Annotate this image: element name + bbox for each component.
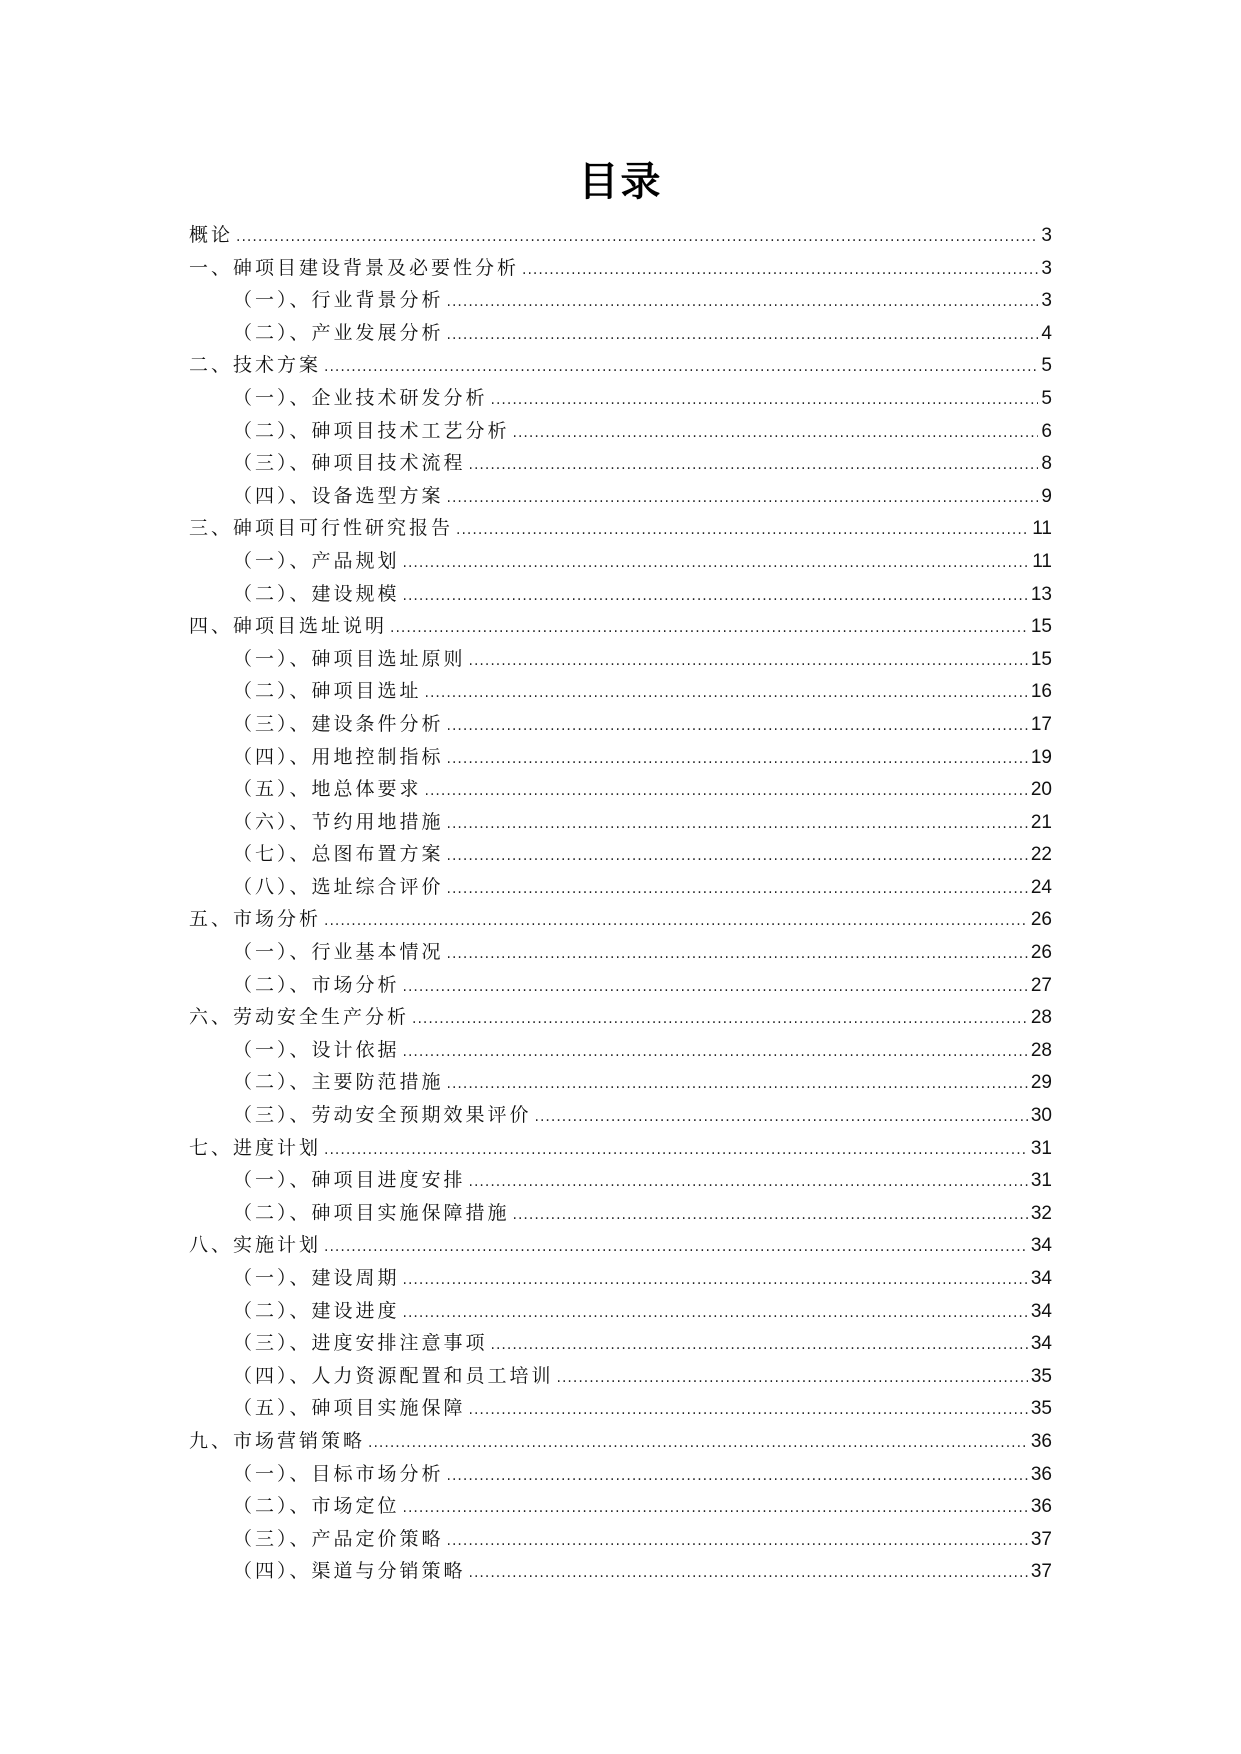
toc-subsection-entry[interactable] [189, 447, 1052, 480]
toc-dot-leader [324, 1231, 1028, 1264]
toc-page-number: 30 [1030, 1105, 1052, 1127]
toc-section-entry[interactable] [189, 610, 1052, 643]
toc-dot-leader [324, 905, 1028, 938]
toc-entry-title: （三）、建设条件分析 [233, 712, 444, 735]
toc-subsection-entry[interactable] [189, 578, 1052, 611]
toc-subsection-entry[interactable] [189, 1327, 1052, 1360]
toc-page-number: 34 [1030, 1235, 1052, 1257]
toc-page-number: 36 [1030, 1463, 1052, 1485]
toc-dot-leader [403, 580, 1028, 613]
toc-entry-title: （二）、建设进度 [233, 1299, 400, 1322]
toc-entry-title: 概论 [189, 224, 234, 246]
toc-entry-title: （五）、地总体要求 [233, 778, 422, 801]
toc-dot-leader [425, 775, 1028, 808]
toc-dot-leader [469, 449, 1039, 482]
toc-page-number: 36 [1030, 1496, 1052, 1518]
toc-page-number: 17 [1030, 713, 1052, 735]
toc-page-number: 26 [1030, 909, 1052, 931]
toc-dot-leader [447, 743, 1028, 776]
toc-page-number: 5 [1041, 387, 1052, 409]
toc-page-number: 34 [1030, 1333, 1052, 1355]
toc-section-entry[interactable] [189, 1425, 1052, 1458]
toc-page-number: 4 [1041, 322, 1052, 344]
toc-entry-title: （一）、砷项目进度安排 [233, 1169, 466, 1192]
toc-entry-title: （一）、产品规划 [233, 549, 400, 572]
toc-dot-leader [447, 286, 1039, 319]
toc-entry-title: （一）、建设周期 [233, 1267, 400, 1289]
toc-page-number: 19 [1030, 746, 1052, 768]
page-title: 目录 [578, 159, 663, 205]
toc-subsection-entry[interactable] [189, 708, 1052, 741]
toc-section-entry[interactable] [189, 349, 1052, 382]
toc-dot-leader [447, 319, 1039, 352]
toc-page-number: 13 [1030, 583, 1052, 605]
toc-entry-title: （七）、总图布置方案 [233, 843, 444, 866]
toc-entry-title: 一、砷项目建设背景及必要性分析 [189, 256, 520, 279]
toc-entry-title: （八）、选址综合评价 [233, 875, 444, 898]
toc-dot-leader [491, 384, 1039, 417]
toc-subsection-entry[interactable] [189, 1066, 1052, 1099]
toc-dot-leader [403, 1036, 1028, 1069]
toc-dot-leader [469, 645, 1028, 678]
toc-subsection-entry[interactable] [189, 936, 1052, 969]
toc-dot-leader [513, 1199, 1028, 1232]
toc-page-number: 28 [1030, 1039, 1052, 1061]
toc-page-number: 16 [1030, 681, 1052, 703]
toc-entry-title: 五、市场分析 [189, 908, 322, 931]
toc-subsection-entry[interactable] [189, 1197, 1052, 1230]
toc-subsection-entry[interactable] [189, 1262, 1052, 1295]
toc-dot-leader [425, 677, 1028, 710]
toc-page-number: 24 [1030, 876, 1052, 898]
toc-entry-title: （三）、砷项目技术流程 [233, 452, 466, 475]
toc-dot-leader [513, 417, 1039, 450]
toc-entry-title: （一）、行业基本情况 [233, 941, 444, 964]
toc-subsection-entry[interactable] [189, 1164, 1052, 1197]
toc-dot-leader [412, 1003, 1028, 1036]
toc-entry-title: （二）、市场定位 [233, 1495, 400, 1518]
toc-dot-leader [403, 1297, 1028, 1330]
toc-subsection-entry[interactable] [189, 480, 1052, 513]
toc-dot-leader [491, 1329, 1028, 1362]
toc-dot-leader [403, 1264, 1028, 1297]
toc-entry-title: （二）、市场分析 [233, 973, 400, 996]
toc-dot-leader [324, 1134, 1028, 1167]
toc-dot-leader [447, 840, 1028, 873]
toc-page-number: 11 [1032, 550, 1052, 572]
toc-dot-leader [557, 1362, 1028, 1395]
toc-page-number: 11 [1032, 518, 1052, 540]
toc-subsection-entry[interactable] [189, 1360, 1052, 1393]
toc-section-entry[interactable] [189, 512, 1052, 545]
toc-subsection-entry[interactable] [189, 806, 1052, 839]
toc-entry-title: （二）、砷项目选址 [233, 680, 422, 703]
toc-entry-title: （一）、砷项目选址原则 [233, 647, 466, 670]
toc-subsection-entry[interactable] [189, 1295, 1052, 1328]
toc-dot-leader [535, 1101, 1028, 1134]
toc-page-number: 3 [1041, 225, 1052, 246]
toc-dot-leader [447, 1460, 1028, 1493]
toc-page-number: 26 [1030, 942, 1052, 964]
toc-page-number: 5 [1041, 355, 1052, 377]
toc-page-number: 37 [1030, 1528, 1052, 1550]
toc-page-number: 36 [1030, 1430, 1052, 1452]
toc-page-number: 15 [1030, 648, 1052, 670]
toc-page-number: 8 [1041, 453, 1052, 475]
toc-entry-title: （三）、劳动安全预期效果评价 [233, 1104, 532, 1127]
toc-dot-leader [447, 938, 1028, 971]
toc-dot-leader [447, 1525, 1028, 1558]
toc-page-number: 31 [1030, 1137, 1052, 1159]
toc-dot-leader [447, 873, 1028, 906]
toc-entry-title: 三、砷项目可行性研究报告 [189, 517, 454, 540]
toc-subsection-entry[interactable] [189, 871, 1052, 904]
toc-entry-title: （二）、产业发展分析 [233, 321, 444, 344]
toc-entry-title: 七、进度计划 [189, 1136, 322, 1159]
toc-dot-leader [447, 710, 1028, 743]
toc-page-number: 35 [1030, 1365, 1052, 1387]
toc-entry-title: （四）、渠道与分销策略 [233, 1560, 466, 1583]
toc-section-entry[interactable] [189, 903, 1052, 936]
toc-entry-title: 九、市场营销策略 [189, 1429, 366, 1452]
toc-dot-leader [447, 1068, 1028, 1101]
toc-subsection-entry[interactable] [189, 284, 1052, 317]
toc-subsection-entry[interactable] [189, 317, 1052, 350]
toc-entry-title: （一）、设计依据 [233, 1038, 400, 1061]
toc-dot-leader [403, 971, 1028, 1004]
toc-subsection-entry[interactable] [189, 1099, 1052, 1132]
toc-page-number: 37 [1030, 1561, 1052, 1583]
toc-dot-leader [469, 1394, 1028, 1427]
toc-page-number: 29 [1030, 1072, 1052, 1094]
toc-subsection-entry[interactable] [189, 773, 1052, 806]
toc-page-number: 15 [1030, 616, 1052, 638]
toc-dot-leader [403, 547, 1030, 580]
toc-subsection-entry[interactable] [189, 545, 1052, 578]
toc-dot-leader [469, 1557, 1028, 1590]
toc-entry-title: （六）、节约用地措施 [233, 810, 444, 833]
toc-page-number: 21 [1030, 811, 1052, 833]
toc-dot-leader [456, 514, 1029, 547]
toc-subsection-entry[interactable] [189, 969, 1052, 1002]
toc-entry-title: 八、实施计划 [189, 1234, 322, 1257]
toc-page-number: 27 [1030, 974, 1052, 996]
toc-subsection-entry[interactable] [189, 838, 1052, 871]
toc-entry-title: （四）、用地控制指标 [233, 745, 444, 768]
toc-page-number: 32 [1030, 1202, 1052, 1224]
toc-subsection-entry[interactable] [189, 1490, 1052, 1523]
toc-dot-leader [324, 351, 1038, 384]
toc-entry-title: （四）、设备选型方案 [233, 484, 444, 507]
toc-section-entry[interactable] [189, 219, 1052, 252]
toc-dot-leader [403, 1492, 1028, 1525]
toc-entry-title: 四、砷项目选址说明 [189, 615, 388, 638]
toc-entry-title: （二）、主要防范措施 [233, 1071, 444, 1094]
toc-entry-title: 六、劳动安全生产分析 [189, 1006, 410, 1029]
toc-page-number: 28 [1030, 1007, 1052, 1029]
toc-subsection-entry[interactable] [189, 1392, 1052, 1425]
toc-page-number: 34 [1030, 1268, 1052, 1289]
toc-entry-title: （一）、目标市场分析 [233, 1462, 444, 1485]
toc-entry-title: （二）、建设规模 [233, 582, 400, 605]
toc-page-number: 9 [1041, 485, 1052, 507]
toc-entry-title: （四）、人力资源配置和员工培训 [233, 1364, 554, 1387]
toc-page-number: 6 [1041, 420, 1052, 442]
toc-subsection-entry[interactable] [189, 1555, 1052, 1588]
toc-section-entry[interactable] [189, 1229, 1052, 1262]
toc-entry-title: （一）、企业技术研发分析 [233, 386, 488, 409]
toc-dot-leader [447, 808, 1028, 841]
toc-subsection-entry[interactable] [189, 1034, 1052, 1067]
toc-subsection-entry[interactable] [189, 675, 1052, 708]
toc-subsection-entry[interactable] [189, 643, 1052, 676]
toc-page-number: 22 [1030, 844, 1052, 866]
toc-dot-leader [447, 482, 1039, 515]
toc-subsection-entry[interactable] [189, 415, 1052, 448]
toc-entry-title: （三）、产品定价策略 [233, 1527, 444, 1550]
toc-entry-title: 二、技术方案 [189, 354, 322, 377]
toc-dot-leader [469, 1166, 1028, 1199]
toc-entry-title: （一）、行业背景分析 [233, 289, 444, 312]
toc-entry-title: （二）、砷项目技术工艺分析 [233, 419, 510, 442]
toc-page-number: 35 [1030, 1398, 1052, 1420]
toc-page-number: 31 [1030, 1170, 1052, 1192]
toc-page-number: 3 [1041, 290, 1052, 312]
toc-page-number: 34 [1030, 1300, 1052, 1322]
toc-page-number: 3 [1041, 257, 1052, 279]
toc-section-entry[interactable] [189, 252, 1052, 285]
toc-section-entry[interactable] [189, 1001, 1052, 1034]
toc-dot-leader [368, 1427, 1028, 1460]
toc-dot-leader [522, 254, 1038, 287]
toc-page-number: 20 [1030, 779, 1052, 801]
toc-subsection-entry[interactable] [189, 741, 1052, 774]
toc-subsection-entry[interactable] [189, 1523, 1052, 1556]
toc-entry-title: （五）、砷项目实施保障 [233, 1397, 466, 1420]
toc-entry-title: （三）、进度安排注意事项 [233, 1332, 488, 1355]
toc-subsection-entry[interactable] [189, 1458, 1052, 1491]
toc-subsection-entry[interactable] [189, 382, 1052, 415]
table-of-contents [189, 219, 1052, 1588]
toc-entry-title: （二）、砷项目实施保障措施 [233, 1201, 510, 1224]
toc-dot-leader [390, 612, 1028, 645]
toc-dot-leader [236, 221, 1038, 254]
toc-section-entry[interactable] [189, 1132, 1052, 1165]
